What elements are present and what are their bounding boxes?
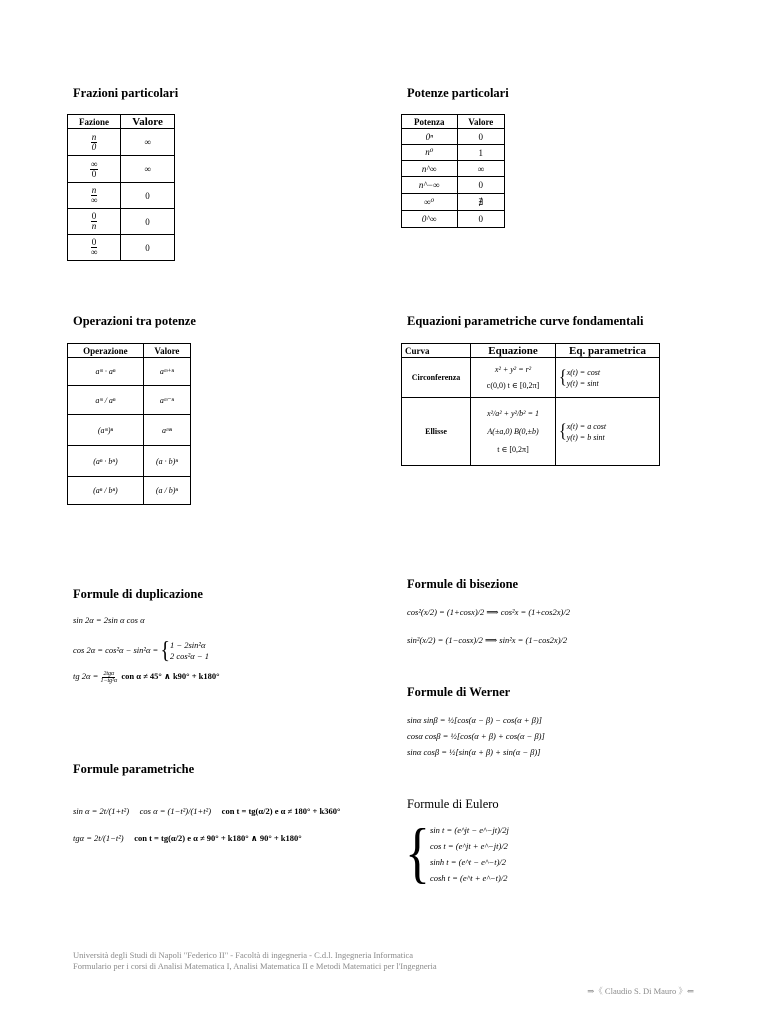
formula-text: sin t = (e^jt − e^−jt)/2j xyxy=(429,825,509,835)
section-title-equazioni: Equazioni parametriche curve fondamentali xyxy=(407,314,644,328)
table-row xyxy=(402,177,505,194)
formula-line xyxy=(73,805,340,817)
table-row xyxy=(402,145,505,161)
equation: x(t) = a cost xyxy=(566,421,607,431)
table-row xyxy=(402,398,660,466)
table-header: Valore xyxy=(143,344,190,358)
fraction: $\frac{0}{n}$ xyxy=(91,211,97,231)
table-cell: (aⁿ / bⁿ) xyxy=(68,477,144,505)
table-cell: aᵐ⁺ⁿ xyxy=(143,358,190,386)
table-cell xyxy=(471,398,556,466)
table-row xyxy=(68,235,175,261)
section-title-potenze: Potenze particolari xyxy=(407,86,509,100)
section-title-operazioni: Operazioni tra potenze xyxy=(73,314,196,328)
table-cell: aᵐ⁻ⁿ xyxy=(143,386,190,415)
equation: x(t) = cost xyxy=(566,367,601,377)
table-cell: 0ⁿ xyxy=(402,129,458,145)
formula-line: sinα cosβ = ½[sin(α + β) + sin(α − β)] xyxy=(407,747,541,757)
formula-text: 1−tg²α xyxy=(100,677,118,684)
table-header: Eq. parametrica xyxy=(556,344,660,358)
fraction: $\frac{n}{\infty}$ xyxy=(90,185,98,205)
table-cell: 0 xyxy=(121,209,175,235)
table-cell: 0 xyxy=(457,129,504,145)
formula-line: cosα cosβ = ½[cos(α + β) + cos(α − β)] xyxy=(407,731,545,741)
formula-text: con α ≠ 45° ∧ k90° + k180° xyxy=(121,671,220,681)
operazioni-table xyxy=(67,343,191,505)
formula-line xyxy=(73,832,302,844)
formula-line: sin 2α = 2sin α cos α xyxy=(73,615,145,625)
table-cell: n⁰ xyxy=(402,145,458,161)
table-header: Valore xyxy=(121,115,175,129)
table-cell: aᵐⁿ xyxy=(143,415,190,446)
table-cell: n^−∞ xyxy=(402,177,458,194)
fraction: $\frac{0}{\infty}$ xyxy=(90,237,98,257)
formula-line: sin²(x/2) = (1−cosx)/2 ⟹ sin²x = (1−cos2x)/2 xyxy=(407,635,568,645)
table-row xyxy=(68,156,175,183)
table-row xyxy=(68,358,191,386)
table-cell: ∞ xyxy=(457,161,504,177)
section-title-bisezione: Formule di bisezione xyxy=(407,577,519,591)
table-header: Potenza xyxy=(402,115,458,129)
table-cell: { x(t) = cost y(t) = sint xyxy=(556,358,660,398)
table-cell: n^∞ xyxy=(402,161,458,177)
equazioni-table xyxy=(401,343,660,466)
formula-text: 2tgα xyxy=(103,670,115,677)
formula-text: con t = tg(α/2) e α ≠ 90° + k180° ∧ 90° + k180° xyxy=(134,833,302,843)
table-header: Curva xyxy=(402,344,471,358)
fraction: $\frac{n}{0}$ xyxy=(91,131,97,152)
formula-text: cos 2α = cos²α − sin²α = xyxy=(73,644,159,655)
table-cell: ∞⁰ xyxy=(402,194,458,211)
section-title-werner: Formule di Werner xyxy=(407,685,511,699)
formula-line: cos²(x/2) = (1+cosx)/2 ⟹ cos²x = (1+cos2x)/2 xyxy=(407,607,570,617)
table-header: Fazione xyxy=(68,115,121,129)
table-row xyxy=(68,415,191,446)
table-header: Operazione xyxy=(68,344,144,358)
table-row xyxy=(402,211,505,228)
table-cell: ∞ xyxy=(121,129,175,156)
table-row xyxy=(402,129,505,145)
table-row xyxy=(68,446,191,477)
formula-text: sin α = 2t/(1+t²) xyxy=(73,806,130,816)
table-cell: aᵐ · aⁿ xyxy=(68,358,144,386)
table-cell: (a / b)ⁿ xyxy=(143,477,190,505)
table-header: Valore xyxy=(457,115,504,129)
table-row xyxy=(68,386,191,415)
formula-text: con t = tg(α/2) e α ≠ 180° + k360° xyxy=(221,806,341,816)
table-cell: (a · b)ⁿ xyxy=(143,446,190,477)
table-cell: 1 xyxy=(457,145,504,161)
table-cell: 0 xyxy=(121,235,175,261)
table-header: Equazione xyxy=(471,344,556,358)
potenze-table xyxy=(401,114,505,228)
formula-text: 2 cos²α − 1 xyxy=(170,651,209,661)
formula-text: sinh t = (e^t − e^−t)/2 xyxy=(429,857,507,867)
formula-text: cosh t = (e^t + e^−t)/2 xyxy=(429,873,508,883)
equation: A(±a,0) B(0,±b) xyxy=(487,426,539,436)
table-cell: ∞ xyxy=(121,156,175,183)
table-cell: 0 xyxy=(121,183,175,209)
table-cell: 0^∞ xyxy=(402,211,458,228)
formula-text: tg 2α = xyxy=(73,671,99,681)
author-signature: ⇒《 Claudio S. Di Mauro 》⇐ xyxy=(587,986,694,996)
formula-text: tgα = 2t/(1−t²) xyxy=(73,833,124,843)
formula-text: cos t = (e^jt + e^−jt)/2 xyxy=(429,841,508,851)
table-row xyxy=(68,209,175,235)
table-row xyxy=(402,358,660,398)
footer-line: Università degli Studi di Napoli "Federico II" - Facoltà di ingegneria - C.d.l. Ingegneria Informatica xyxy=(73,950,413,960)
table-row xyxy=(68,477,191,505)
section-title-frazioni: Frazioni particolari xyxy=(73,86,179,100)
equation: x²/a² + y²/b² = 1 xyxy=(487,408,539,418)
frazioni-table xyxy=(67,114,175,261)
table-row xyxy=(402,194,505,211)
fraction: $\frac{\infty}{0}$ xyxy=(90,158,98,179)
section-title-eulero: Formule di Eulero xyxy=(407,797,499,811)
section-title-duplicazione: Formule di duplicazione xyxy=(73,587,203,601)
table-cell xyxy=(471,358,556,398)
section-title-parametriche: Formule parametriche xyxy=(73,762,195,776)
formula-line: sinα sinβ = ½[cos(α − β) − cos(α + β)] xyxy=(407,715,542,725)
equation: y(t) = sint xyxy=(566,378,599,388)
table-cell: (aᵐ)ⁿ xyxy=(68,415,144,446)
formula-text: cos α = (1−t²)/(1+t²) xyxy=(139,806,212,816)
footer xyxy=(73,950,437,972)
table-cell: (aⁿ · bⁿ) xyxy=(68,446,144,477)
equation: c(0,0) t ∈ [0,2π] xyxy=(486,380,540,390)
table-cell: 0 xyxy=(457,177,504,194)
table-cell: aᵐ / aⁿ xyxy=(68,386,144,415)
table-cell: 0 xyxy=(457,211,504,228)
footer-line: Formulario per i corsi di Analisi Matematica I, Analisi Matematica II e Metodi Matematici per l'Ingegneria xyxy=(73,961,437,971)
table-cell: Circonferenza xyxy=(402,358,471,398)
table-row xyxy=(402,161,505,177)
table-row xyxy=(68,183,175,209)
equation: x² + y² = r² xyxy=(494,364,532,374)
formula-line xyxy=(73,670,220,684)
formula-block: { sin t = (e^jt − e^−jt)/2j cos t = (e^jt + e^−jt)/2 sinh t = (e^t − e^−t)/2 cosh t = (e^t + e^−t)/2 xyxy=(405,816,509,891)
table-cell: ∄ xyxy=(457,194,504,211)
formula-line: cos 2α = cos²α − sin²α = { 1 − 2sin²α 2 cos²α − 1 xyxy=(73,637,209,665)
table-cell: Ellisse xyxy=(402,398,471,466)
formula-text: 1 − 2sin²α xyxy=(170,640,206,650)
table-row xyxy=(68,129,175,156)
equation: y(t) = b sint xyxy=(566,432,605,442)
table-cell: { x(t) = a cost y(t) = b sint xyxy=(556,398,660,466)
equation: t ∈ [0,2π] xyxy=(497,444,529,454)
